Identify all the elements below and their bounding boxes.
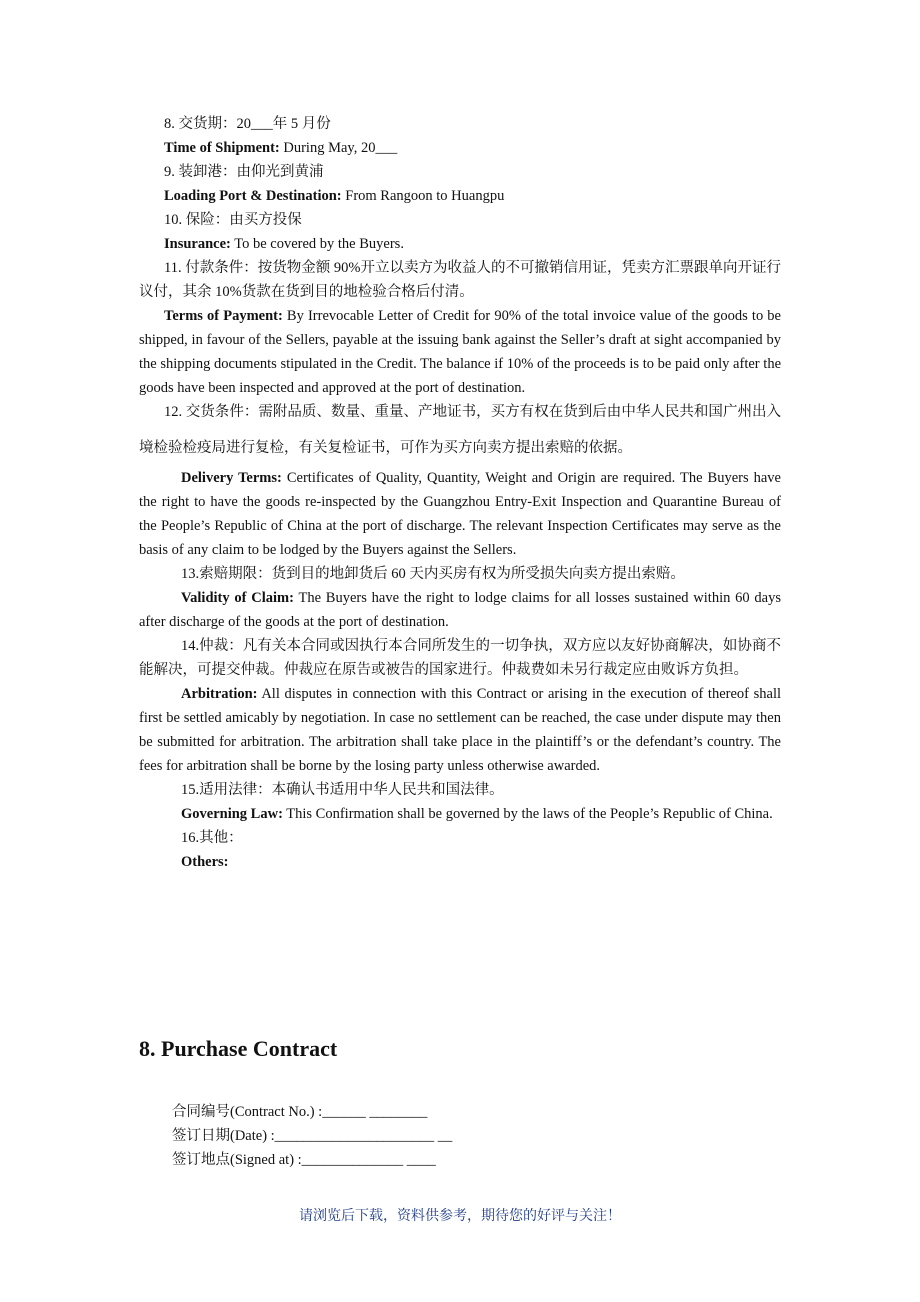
clause-text: This Confirmation shall be governed by the laws of the People’s Republic of China. [282,806,773,822]
signed-at-field: 签订地点(Signed at) :______________ ____ [172,1152,436,1168]
contract-fields [172,1100,452,1172]
clause-text: Certificates of Quality, Quantity, Weight and Origin are required. The Buyers have the right to have the goods re-inspected by the Guangzhou Entry-Exit Inspection and Quarantine Bureau of the People’s Republic of China at the port of discharge. The relevant Inspection Certificates may serve as the basis of any claim to be lodged by the Buyers against the Sellers. [139,470,781,558]
clause-9-cn: 9. 装卸港：由仰光到黄浦 [164,164,324,180]
footer-note: 请浏览后下载，资料供参考，期待您的好评与关注！ [299,1208,621,1224]
clause-12-en [139,466,781,562]
clause-16-cn: 16.其他： [181,830,243,846]
clause-text: By Irrevocable Letter of Credit for 90% of the total invoice value of the goods to be shipped, in favour of the Sellers, payable at the issuing bank against the Seller’s draft at sight accompanied by the shipping documents stipulated in the Credit. The balance if 10% of the proceeds is to be paid only after the goods have been inspected and approved at the port of destination. [139,308,781,396]
clause-label: Validity of Claim: [181,590,294,606]
clause-9-en [139,184,781,208]
clause-12-cn: 12. 交货条件：需附品质、数量、重量、产地证书，买方有权在货到后由中华人民共和国广州出入境检验检疫局进行复检，有关复检证书，可作为买方向卖方提出索赔的依据。 [139,404,781,456]
date-field: 签订日期(Date) :______________________ __ [172,1128,453,1144]
clause-text: During May, 20___ [279,140,398,156]
clause-label: Terms of Payment: [164,308,283,324]
clause-16-en [139,850,781,874]
contract-body [139,112,781,874]
contract-no-field: 合同编号(Contract No.) :______ ________ [172,1104,428,1120]
clause-13-cn: 13.索赔期限：货到目的地卸货后 60 天内买房有权为所受损失向卖方提出索赔。 [181,566,685,582]
clause-text: From Rangoon to Huangpu [341,188,505,204]
clause-text: To be covered by the Buyers. [230,236,404,252]
clause-10-en [139,232,781,256]
clause-label: Others: [181,854,229,870]
clause-14-en [139,682,781,778]
clause-8-cn: 8. 交货期：20___年 5 月份 [164,116,331,132]
clause-label: Governing Law: [181,806,283,822]
clause-10-cn: 10. 保险：由买方投保 [164,212,302,228]
clause-label: Loading Port & Destination: [164,188,342,204]
clause-label: Arbitration: [181,686,258,702]
clause-15-cn: 15.适用法律：本确认书适用中华人民共和国法律。 [181,782,504,798]
clause-label: Time of Shipment: [164,140,280,156]
clause-label: Delivery Terms: [181,470,282,486]
clause-14-cn: 14.仲裁：凡有关本合同或因执行本合同所发生的一切争执，双方应以友好协商解决，如协商不能解决，可提交仲裁。仲裁应在原告或被告的国家进行。仲裁费如未另行裁定应由败诉方负担。 [139,638,781,678]
clause-text: All disputes in connection with this Contract or arising in the execution of thereof shall first be settled amicably by negotiation. In case no settlement can be reached, the case under dispute may then be submitted for arbitration. The arbitration shall take place in the plaintiff’s or the defendant’s country. The fees for arbitration shall be borne by the losing party unless otherwise awarded. [139,686,781,774]
clause-8-en [139,136,781,160]
section-heading: 8. Purchase Contract [139,1036,338,1061]
clause-13-en [139,586,781,634]
clause-11-cn: 11. 付款条件：按货物金额 90%开立以卖方为收益人的不可撤销信用证，凭卖方汇票跟单向开证行议付，其余 10%货款在货到目的地检验合格后付清。 [139,260,781,300]
clause-11-en [139,304,781,400]
clause-15-en [139,802,781,826]
clause-label: Insurance: [164,236,231,252]
clause-text: The Buyers have the right to lodge claims for all losses sustained within 60 days after discharge of the goods at the port of destination. [139,590,781,630]
